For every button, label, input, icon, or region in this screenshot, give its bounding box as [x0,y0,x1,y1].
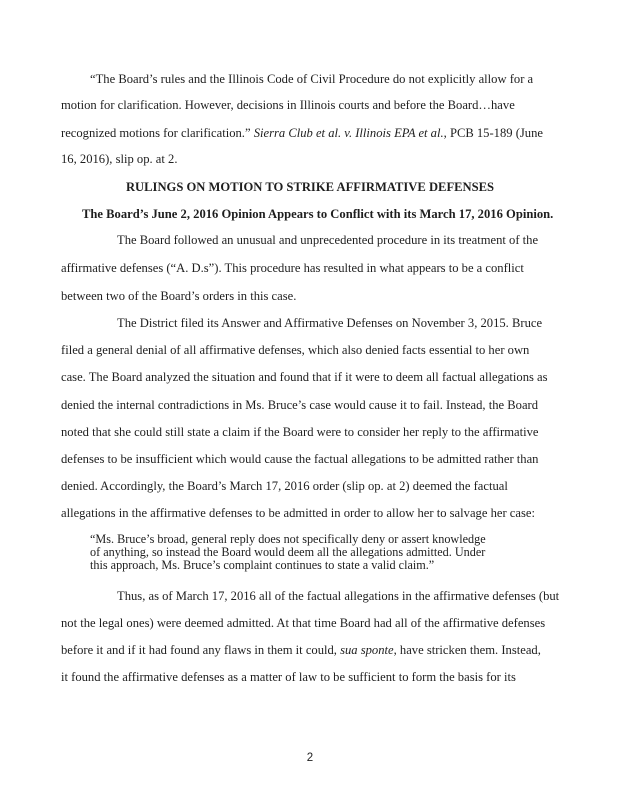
para3-line1: The District filed its Answer and Affirmative Defenses on November 3, 2015. Bruce [117,316,543,330]
para3-line5: noted that she could still state a claim if the Board were to consider her reply to the affirmative [61,425,539,439]
para2-line3: between two of the Board’s orders in this case. [61,289,297,303]
para4-line4: it found the affirmative defenses as a matter of law to be sufficient to form the basis for its [61,670,516,684]
para4-line1: Thus, as of March 17, 2016 all of the factual allegations in the affirmative defenses (but [117,589,560,603]
section-heading: RULINGS ON MOTION TO STRIKE AFFIRMATIVE DEFENSES [125,180,495,194]
para3-line3: case. The Board analyzed the situation and found that if it were to deem all factual allegations as [61,370,548,384]
latin-phrase: sua sponte [340,643,394,657]
para2-line1: The Board followed an unusual and unprecedented procedure in its treatment of the [117,233,539,247]
para4-line2: not the legal ones) were deemed admitted. At that time Board had all of the affirmative defenses [61,616,546,630]
quote-line1: “Ms. Bruce’s broad, general reply does not specifically deny or assert knowledge [90,532,486,546]
para1-line3-text: recognized motions for clarification.” [61,126,254,140]
subsection-heading: The Board’s June 2, 2016 Opinion Appears to Conflict with its March 17, 2016 Opinion. [82,207,554,221]
para4-line3 [61,642,541,658]
para1-line1: “The Board’s rules and the Illinois Code of Civil Procedure do not explicitly allow for a [90,72,534,86]
para2-line2: affirmative defenses (“A. D.s”). This procedure has resulted in what appears to be a conflict [61,261,524,275]
para1-line4: 16, 2016), slip op. at 2. [61,152,178,166]
case-citation: Sierra Club et al. v. Illinois EPA et al. [253,126,444,140]
para3-line7: denied. Accordingly, the Board’s March 17, 2016 order (slip op. at 2) deemed the factual [61,479,508,493]
para3-line4: denied the internal contradictions in Ms. Bruce’s case would cause it to fail. Instead, the Board [61,398,539,412]
para1-line3-tail: , PCB 15-189 (June [443,126,543,140]
para4-line3-text: before it and if it had found any flaws in them it could, [61,643,341,657]
para3-line8: allegations in the affirmative defenses to be admitted in order to allow her to salvage her case: [61,506,535,520]
quote-line2: of anything, so instead the Board would deem all the allegations admitted. Under [90,545,486,559]
page-number: 2 [306,752,314,764]
quote-line3: this approach, Ms. Bruce’s complaint continues to state a valid claim.” [90,558,435,572]
para3-line2: filed a general denial of all affirmative defenses, which also denied facts essential to her own [61,343,530,357]
para1-line3 [61,125,543,141]
para3-line6: defenses to be insufficient which would cause the factual allegations to be admitted rather than [61,452,539,466]
para4-line3-tail: , have stricken them. Instead, [393,643,541,657]
para1-line2: motion for clarification. However, decisions in Illinois courts and before the Board…have [61,98,515,112]
